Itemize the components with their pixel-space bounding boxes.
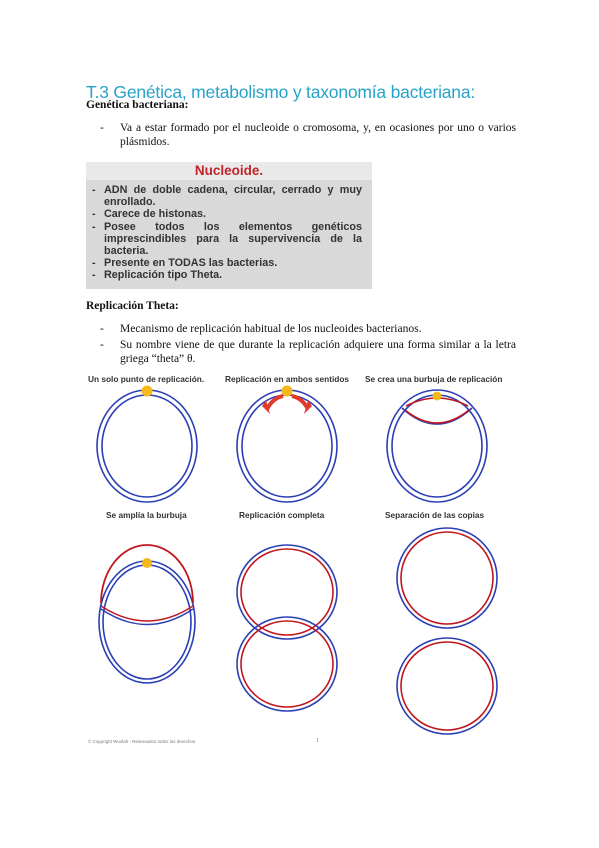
- panel-both-directions: [237, 386, 337, 503]
- origin-icon: [142, 558, 152, 568]
- origin-icon: [282, 386, 293, 397]
- panel-bubble-expands: [99, 545, 195, 683]
- nucleoide-box: [86, 162, 372, 289]
- page-number: 1: [316, 738, 319, 744]
- panel-complete: [237, 545, 337, 711]
- origin-icon: [142, 386, 153, 397]
- list-item: - Va a estar formado por el nucleoide o cromosoma, y, en ocasiones por uno o varios plásmidos.: [100, 121, 516, 149]
- box-list: [86, 184, 372, 282]
- list-item: - Su nombre viene de que durante la replicación adquiere una forma similar a la letra griega “theta” θ.: [100, 338, 516, 366]
- list-item: - Replicación tipo Theta.: [92, 269, 362, 281]
- list-item: - Carece de histonas.: [92, 208, 362, 220]
- panel-bubble-created: [387, 390, 487, 502]
- panel-single-origin: [97, 386, 197, 503]
- replicacion-bullet-list: [100, 322, 516, 368]
- list-item: - ADN de doble cadena, circular, cerrado y muy enrollado.: [92, 184, 362, 208]
- box-title: Nucleoide.: [86, 162, 372, 180]
- caption-bubble-expands: Se amplía la burbuja: [106, 510, 187, 520]
- footer-copyright: © Copyright Wuolah - Reservados todos los derechos: [88, 739, 196, 744]
- list-item: - Mecanismo de replicación habitual de los nucleoides bacterianos.: [100, 322, 516, 336]
- list-item: - Posee todos los elementos genéticos imprescindibles para la supervivencia de la bacteria.: [92, 221, 362, 258]
- list-item: - Presente en TODAS las bacterias.: [92, 257, 362, 269]
- caption-single-point: Un solo punto de replicación.: [88, 374, 205, 384]
- arrow-left-icon: [267, 396, 283, 409]
- caption-bubble-created: Se crea una burbuja de replicación: [365, 374, 503, 384]
- page-title: T.3 Genética, metabolismo y taxonomía bacteriana:: [86, 81, 476, 102]
- section-heading-replicacion: Replicación Theta:: [86, 300, 179, 312]
- caption-separation: Separación de las copias: [385, 510, 485, 520]
- arrow-right-icon: [292, 396, 308, 409]
- panel-separation: [397, 528, 497, 734]
- origin-icon: [433, 392, 442, 401]
- caption-both-directions: Replicación en ambos sentidos: [225, 374, 350, 384]
- genetica-bullet-list: [100, 121, 516, 151]
- section-heading-genetica: Genética bacteriana:: [86, 99, 189, 111]
- caption-complete: Replicación completa: [239, 510, 325, 520]
